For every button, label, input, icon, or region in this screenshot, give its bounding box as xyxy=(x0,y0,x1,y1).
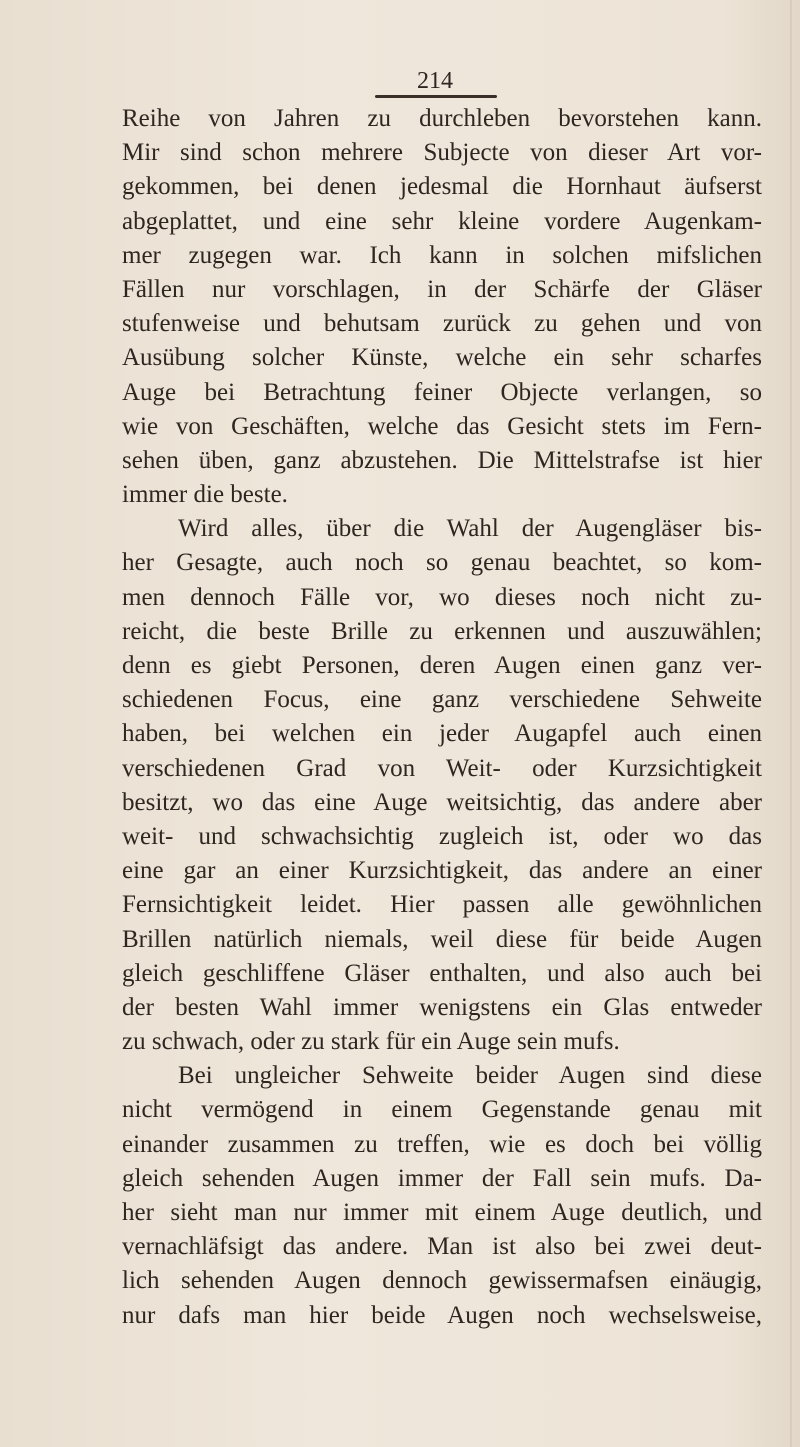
text-line: Reihe von Jahren zu durchleben bevorstehen kann. xyxy=(122,105,762,132)
text-line: gleich geschliffene Gläser enthalten, und also auch bei xyxy=(122,959,762,987)
text-line: reicht, die beste Brille zu erkennen und auszuwählen; xyxy=(122,617,762,645)
text-line: besitzt, wo das eine Auge weitsichtig, das andere aber xyxy=(122,788,762,816)
header-rule xyxy=(375,95,497,98)
text-line: eine gar an einer Kurzsichtigkeit, das andere an einer xyxy=(122,857,762,885)
text-line: Fernsichtigkeit leidet. Hier passen alle gewöhnlichen xyxy=(122,891,762,919)
text-line: lich sehenden Augen dennoch gewissermafsen einäugig, xyxy=(122,1267,762,1295)
page-edge xyxy=(790,0,792,1447)
text-line: Fällen nur vorschlagen, in der Schärfe der Gläser xyxy=(122,275,762,303)
text-line: her Gesagte, auch noch so genau beachtet, so kom- xyxy=(122,549,762,577)
text-line: wie von Geschäften, welche das Gesicht stets im Fern- xyxy=(122,412,762,440)
text-line: Ausübung solcher Künste, welche ein sehr scharfes xyxy=(122,344,762,372)
text-line: Wird alles, über die Wahl der Augengläser bis- xyxy=(178,515,762,543)
text-line: haben, bei welchen ein jeder Augapfel auch einen xyxy=(122,720,762,748)
text-line: zu schwach, oder zu stark für ein Auge sein mufs. xyxy=(122,1028,620,1056)
text-line: Bei ungleicher Sehweite beider Augen sind diese xyxy=(178,1062,762,1090)
page-number: 214 xyxy=(417,68,453,94)
text-line: men dennoch Fälle vor, wo dieses noch nicht zu- xyxy=(122,583,762,611)
text-line: verschiedenen Grad von Weit- oder Kurzsichtigkeit xyxy=(122,754,762,782)
text-line: einander zusammen zu treffen, wie es doch bei völlig xyxy=(122,1130,762,1158)
text-line: der besten Wahl immer wenigstens ein Glas entweder xyxy=(122,993,762,1021)
text-line: stufenweise und behutsam zurück zu gehen und von xyxy=(122,310,762,338)
text-line: nur dafs man hier beide Augen noch wechselsweise, xyxy=(122,1301,762,1329)
text-line: her sieht man nur immer mit einem Auge deutlich, und xyxy=(122,1199,762,1226)
text-line: schiedenen Focus, eine ganz verschiedene Sehweite xyxy=(122,686,762,714)
text-line: vernachläfsigt das andere. Man ist also bei zwei deut- xyxy=(122,1233,762,1261)
text-line: Mir sind schon mehrere Subjecte von dieser Art vor- xyxy=(122,139,762,167)
text-line: abgeplattet, und eine sehr kleine vordere Augenkam- xyxy=(122,207,762,235)
body-text xyxy=(122,102,762,1333)
text-line: weit- und schwachsichtig zugleich ist, oder wo das xyxy=(122,822,762,850)
text-line: nicht vermögend in einem Gegenstande genau mit xyxy=(122,1096,762,1124)
text-line: mer zugegen war. Ich kann in solchen mifslichen xyxy=(122,241,762,269)
text-line: gekommen, bei denen jedesmal die Hornhaut äufserst xyxy=(122,173,762,201)
text-line: Brillen natürlich niemals, weil diese für beide Augen xyxy=(122,925,762,953)
text-line: Auge bei Betrachtung feiner Objecte verlangen, so xyxy=(122,378,762,406)
text-line: denn es giebt Personen, deren Augen einen ganz ver- xyxy=(122,652,762,679)
text-line: sehen üben, ganz abzustehen. Die Mittelstrafse ist hier xyxy=(122,446,762,474)
text-line: immer die beste. xyxy=(122,481,288,509)
text-line: gleich sehenden Augen immer der Fall sein mufs. Da- xyxy=(122,1164,762,1192)
